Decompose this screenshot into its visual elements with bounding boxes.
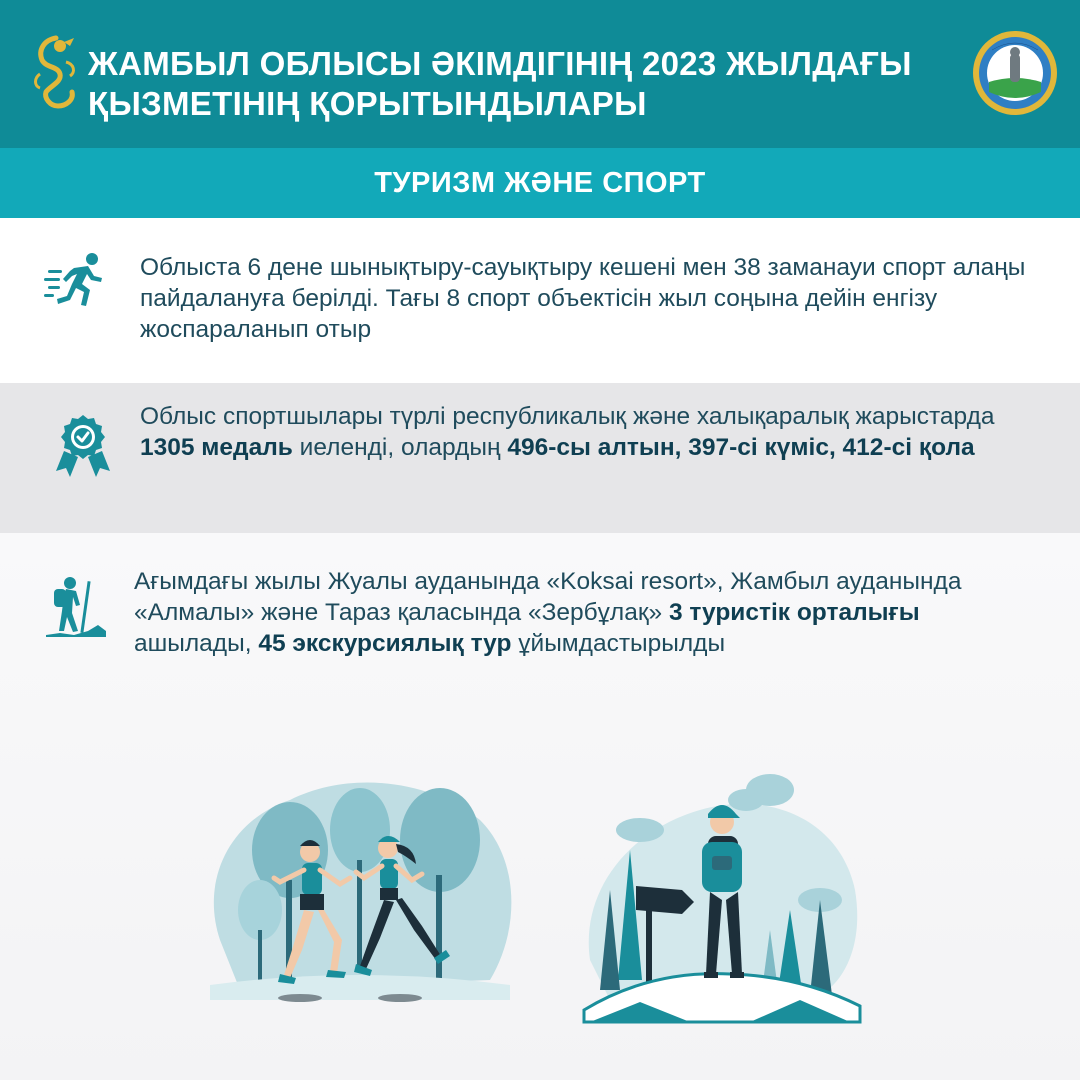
medals-text-1: Облыс спортшылары түрлі республикалық және халықаралық жарыстарда [140, 403, 995, 430]
medals-total: 1305 медаль [140, 434, 293, 461]
tourism-text-3: ұйымдастырылды [511, 630, 726, 657]
tourism-centers: 3 туристік орталығы [668, 599, 920, 626]
medals-breakdown: 496-сы алтын, 397-сі күміс, 412-сі қола [507, 434, 975, 461]
header-bar [0, 0, 1080, 148]
hiker-illustration [570, 760, 870, 1040]
medal-badge-icon [50, 413, 116, 479]
title-line-2: ҚЫЗМЕТІНІҢ ҚОРЫТЫНДЫЛАРЫ [88, 85, 647, 122]
tourism-text-1: Ағымдағы жылы Жуалы ауданында «Koksai resort», Жамбыл ауданында «Алмалы» және Тараз қаласында «Зербұлақ» [134, 568, 962, 626]
page-title [88, 44, 968, 124]
tourism-tours: 45 экскурсиялық тур [258, 630, 512, 657]
hiker-icon [44, 575, 110, 641]
running-person-icon [44, 250, 110, 316]
section-header [0, 148, 1080, 218]
snow-leopard-emblem-icon [30, 34, 82, 110]
info-row-tourism [0, 533, 1080, 673]
tourism-text-2: ашылады, [134, 630, 259, 657]
tourism-text [134, 566, 1044, 659]
medals-text [140, 401, 1040, 463]
section-title: ТУРИЗМ ЖӘНЕ СПОРТ [374, 166, 706, 199]
sport-facilities-text-1: Облыста 6 дене шынықтыру-сауықтыру кешені мен 38 заманауи спорт алаңы пайдалануға берілді. Тағы 8 спорт объектісін жыл соңына дейін енгізу жоспараланып отыр [140, 254, 1026, 343]
info-row-sport-facilities [0, 218, 1080, 383]
zhambyl-district-emblem-icon [972, 30, 1058, 116]
medals-text-2: иеленді, олардың [292, 434, 508, 461]
runners-illustration [200, 760, 520, 1040]
info-row-medals [0, 383, 1080, 533]
sport-facilities-text [140, 252, 1040, 345]
title-line-1: ЖАМБЫЛ ОБЛЫСЫ ӘКІМДІГІНІҢ 2023 ЖЫЛДАҒЫ [88, 45, 912, 82]
